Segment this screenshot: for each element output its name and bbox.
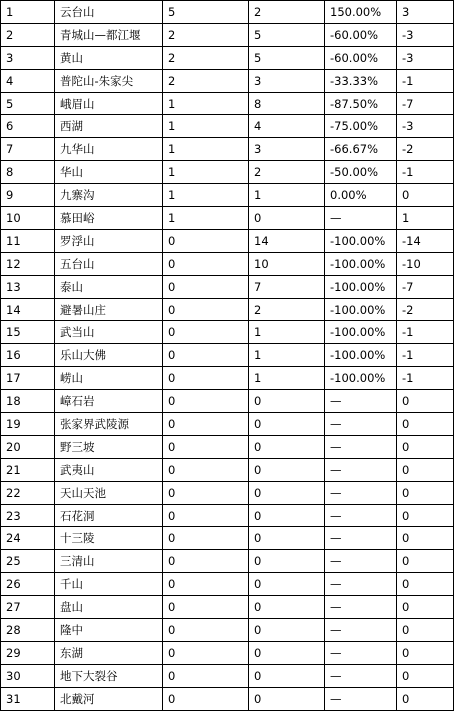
count-a-cell: 0 bbox=[163, 229, 249, 252]
rank-cell: 6 bbox=[1, 115, 55, 138]
change-percent-cell: -100.00% bbox=[325, 252, 397, 275]
count-b-cell: 0 bbox=[249, 390, 325, 413]
rank-cell: 28 bbox=[1, 619, 55, 642]
scenic-area-cell: 五台山 bbox=[55, 252, 163, 275]
table-row bbox=[1, 138, 454, 161]
difference-cell: 3 bbox=[397, 1, 454, 24]
difference-cell: 0 bbox=[397, 687, 454, 710]
count-a-cell: 2 bbox=[163, 46, 249, 69]
change-percent-cell: — bbox=[325, 619, 397, 642]
table-row bbox=[1, 619, 454, 642]
count-a-cell: 0 bbox=[163, 573, 249, 596]
rank-cell: 13 bbox=[1, 275, 55, 298]
change-percent-cell: — bbox=[325, 527, 397, 550]
rank-cell: 4 bbox=[1, 69, 55, 92]
rank-cell: 29 bbox=[1, 641, 55, 664]
difference-cell: 0 bbox=[397, 527, 454, 550]
difference-cell: -1 bbox=[397, 367, 454, 390]
rank-cell: 16 bbox=[1, 344, 55, 367]
rank-cell: 18 bbox=[1, 390, 55, 413]
change-percent-cell: — bbox=[325, 550, 397, 573]
rank-cell: 15 bbox=[1, 321, 55, 344]
count-b-cell: 3 bbox=[249, 69, 325, 92]
count-b-cell: 0 bbox=[249, 619, 325, 642]
scenic-area-cell: 武当山 bbox=[55, 321, 163, 344]
change-percent-cell: -100.00% bbox=[325, 275, 397, 298]
change-percent-cell: — bbox=[325, 413, 397, 436]
rank-cell: 27 bbox=[1, 596, 55, 619]
scenic-area-cell: 避暑山庄 bbox=[55, 298, 163, 321]
difference-cell: 0 bbox=[397, 596, 454, 619]
difference-cell: 0 bbox=[397, 550, 454, 573]
count-b-cell: 4 bbox=[249, 115, 325, 138]
difference-cell: -7 bbox=[397, 92, 454, 115]
difference-cell: -14 bbox=[397, 229, 454, 252]
difference-cell: -7 bbox=[397, 275, 454, 298]
difference-cell: -10 bbox=[397, 252, 454, 275]
count-b-cell: 0 bbox=[249, 527, 325, 550]
count-a-cell: 0 bbox=[163, 527, 249, 550]
change-percent-cell: 0.00% bbox=[325, 184, 397, 207]
difference-cell: -2 bbox=[397, 138, 454, 161]
change-percent-cell: — bbox=[325, 596, 397, 619]
count-b-cell: 2 bbox=[249, 298, 325, 321]
count-a-cell: 0 bbox=[163, 641, 249, 664]
difference-cell: -1 bbox=[397, 161, 454, 184]
table-row bbox=[1, 596, 454, 619]
count-b-cell: 3 bbox=[249, 138, 325, 161]
scenic-area-cell: 武夷山 bbox=[55, 458, 163, 481]
change-percent-cell: -60.00% bbox=[325, 23, 397, 46]
table-row bbox=[1, 115, 454, 138]
scenic-area-cell: 北戴河 bbox=[55, 687, 163, 710]
scenic-area-cell: 张家界武陵源 bbox=[55, 413, 163, 436]
change-percent-cell: 150.00% bbox=[325, 1, 397, 24]
scenic-area-cell: 野三坡 bbox=[55, 435, 163, 458]
change-percent-cell: -50.00% bbox=[325, 161, 397, 184]
scenic-area-cell: 地下大裂谷 bbox=[55, 664, 163, 687]
count-b-cell: 0 bbox=[249, 664, 325, 687]
count-a-cell: 1 bbox=[163, 138, 249, 161]
count-b-cell: 7 bbox=[249, 275, 325, 298]
count-a-cell: 0 bbox=[163, 687, 249, 710]
difference-cell: 0 bbox=[397, 390, 454, 413]
count-b-cell: 1 bbox=[249, 321, 325, 344]
change-percent-cell: — bbox=[325, 207, 397, 230]
scenic-area-cell: 盘山 bbox=[55, 596, 163, 619]
difference-cell: 0 bbox=[397, 664, 454, 687]
change-percent-cell: -60.00% bbox=[325, 46, 397, 69]
change-percent-cell: -100.00% bbox=[325, 298, 397, 321]
count-b-cell: 0 bbox=[249, 413, 325, 436]
count-a-cell: 0 bbox=[163, 458, 249, 481]
change-percent-cell: — bbox=[325, 504, 397, 527]
table-row bbox=[1, 23, 454, 46]
count-a-cell: 0 bbox=[163, 481, 249, 504]
count-b-cell: 1 bbox=[249, 184, 325, 207]
table-row bbox=[1, 435, 454, 458]
difference-cell: 0 bbox=[397, 435, 454, 458]
scenic-area-cell: 九华山 bbox=[55, 138, 163, 161]
count-a-cell: 0 bbox=[163, 504, 249, 527]
scenic-area-cell: 石花洞 bbox=[55, 504, 163, 527]
rank-cell: 2 bbox=[1, 23, 55, 46]
count-a-cell: 0 bbox=[163, 252, 249, 275]
table-row bbox=[1, 321, 454, 344]
scenic-area-cell: 青城山—都江堰 bbox=[55, 23, 163, 46]
scenic-area-cell: 千山 bbox=[55, 573, 163, 596]
scenic-area-cell: 云台山 bbox=[55, 1, 163, 24]
scenic-area-cell: 黄山 bbox=[55, 46, 163, 69]
count-b-cell: 0 bbox=[249, 207, 325, 230]
table-row bbox=[1, 207, 454, 230]
count-a-cell: 0 bbox=[163, 321, 249, 344]
rank-cell: 8 bbox=[1, 161, 55, 184]
table-row bbox=[1, 275, 454, 298]
rank-cell: 21 bbox=[1, 458, 55, 481]
scenic-area-cell: 十三陵 bbox=[55, 527, 163, 550]
rank-cell: 7 bbox=[1, 138, 55, 161]
scenic-area-cell: 三清山 bbox=[55, 550, 163, 573]
table-row bbox=[1, 367, 454, 390]
table-row bbox=[1, 92, 454, 115]
rank-cell: 31 bbox=[1, 687, 55, 710]
difference-cell: 0 bbox=[397, 504, 454, 527]
difference-cell: 0 bbox=[397, 458, 454, 481]
scenic-area-cell: 乐山大佛 bbox=[55, 344, 163, 367]
table-row bbox=[1, 413, 454, 436]
count-b-cell: 2 bbox=[249, 161, 325, 184]
difference-cell: -3 bbox=[397, 23, 454, 46]
count-b-cell: 0 bbox=[249, 435, 325, 458]
change-percent-cell: -75.00% bbox=[325, 115, 397, 138]
count-b-cell: 2 bbox=[249, 1, 325, 24]
table-row bbox=[1, 390, 454, 413]
change-percent-cell: -33.33% bbox=[325, 69, 397, 92]
count-a-cell: 0 bbox=[163, 550, 249, 573]
rank-cell: 1 bbox=[1, 1, 55, 24]
rank-cell: 17 bbox=[1, 367, 55, 390]
change-percent-cell: — bbox=[325, 458, 397, 481]
table-row bbox=[1, 550, 454, 573]
rank-cell: 14 bbox=[1, 298, 55, 321]
count-a-cell: 0 bbox=[163, 344, 249, 367]
scenic-area-cell: 峨眉山 bbox=[55, 92, 163, 115]
rank-cell: 24 bbox=[1, 527, 55, 550]
rank-cell: 19 bbox=[1, 413, 55, 436]
difference-cell: -2 bbox=[397, 298, 454, 321]
table-row bbox=[1, 344, 454, 367]
scenic-area-cell: 西湖 bbox=[55, 115, 163, 138]
count-b-cell: 0 bbox=[249, 481, 325, 504]
count-a-cell: 2 bbox=[163, 23, 249, 46]
rank-cell: 26 bbox=[1, 573, 55, 596]
count-b-cell: 0 bbox=[249, 504, 325, 527]
table-row bbox=[1, 458, 454, 481]
count-b-cell: 5 bbox=[249, 23, 325, 46]
scenic-area-cell: 九寨沟 bbox=[55, 184, 163, 207]
count-b-cell: 5 bbox=[249, 46, 325, 69]
count-a-cell: 0 bbox=[163, 367, 249, 390]
count-a-cell: 0 bbox=[163, 664, 249, 687]
count-b-cell: 8 bbox=[249, 92, 325, 115]
count-b-cell: 0 bbox=[249, 641, 325, 664]
table-row bbox=[1, 69, 454, 92]
rank-cell: 3 bbox=[1, 46, 55, 69]
rank-cell: 25 bbox=[1, 550, 55, 573]
scenic-area-cell: 东湖 bbox=[55, 641, 163, 664]
table-row bbox=[1, 481, 454, 504]
count-a-cell: 0 bbox=[163, 619, 249, 642]
change-percent-cell: — bbox=[325, 573, 397, 596]
difference-cell: -3 bbox=[397, 115, 454, 138]
count-b-cell: 0 bbox=[249, 458, 325, 481]
rank-cell: 11 bbox=[1, 229, 55, 252]
count-b-cell: 1 bbox=[249, 367, 325, 390]
change-percent-cell: -66.67% bbox=[325, 138, 397, 161]
scenic-area-cell: 嶂石岩 bbox=[55, 390, 163, 413]
table-row bbox=[1, 184, 454, 207]
rank-cell: 10 bbox=[1, 207, 55, 230]
table-body bbox=[1, 1, 454, 711]
count-a-cell: 1 bbox=[163, 115, 249, 138]
scenic-area-cell: 普陀山-朱家尖 bbox=[55, 69, 163, 92]
change-percent-cell: — bbox=[325, 641, 397, 664]
rank-cell: 12 bbox=[1, 252, 55, 275]
count-b-cell: 1 bbox=[249, 344, 325, 367]
rank-cell: 22 bbox=[1, 481, 55, 504]
count-b-cell: 14 bbox=[249, 229, 325, 252]
rank-cell: 9 bbox=[1, 184, 55, 207]
difference-cell: -1 bbox=[397, 321, 454, 344]
table-row bbox=[1, 573, 454, 596]
difference-cell: -1 bbox=[397, 344, 454, 367]
count-a-cell: 0 bbox=[163, 390, 249, 413]
table-row bbox=[1, 229, 454, 252]
rank-cell: 5 bbox=[1, 92, 55, 115]
count-a-cell: 1 bbox=[163, 92, 249, 115]
change-percent-cell: -100.00% bbox=[325, 367, 397, 390]
count-b-cell: 0 bbox=[249, 550, 325, 573]
scenic-area-cell: 慕田峪 bbox=[55, 207, 163, 230]
table-row bbox=[1, 252, 454, 275]
count-b-cell: 0 bbox=[249, 573, 325, 596]
difference-cell: 0 bbox=[397, 481, 454, 504]
count-a-cell: 1 bbox=[163, 184, 249, 207]
scenic-area-cell: 泰山 bbox=[55, 275, 163, 298]
change-percent-cell: -100.00% bbox=[325, 229, 397, 252]
count-b-cell: 0 bbox=[249, 596, 325, 619]
count-a-cell: 0 bbox=[163, 413, 249, 436]
count-a-cell: 1 bbox=[163, 161, 249, 184]
scenic-area-cell: 罗浮山 bbox=[55, 229, 163, 252]
scenic-area-cell: 崂山 bbox=[55, 367, 163, 390]
rank-cell: 30 bbox=[1, 664, 55, 687]
difference-cell: 0 bbox=[397, 413, 454, 436]
scenic-area-cell: 天山天池 bbox=[55, 481, 163, 504]
change-percent-cell: — bbox=[325, 435, 397, 458]
change-percent-cell: — bbox=[325, 390, 397, 413]
count-a-cell: 0 bbox=[163, 298, 249, 321]
rank-cell: 23 bbox=[1, 504, 55, 527]
difference-cell: 1 bbox=[397, 207, 454, 230]
difference-cell: 0 bbox=[397, 184, 454, 207]
change-percent-cell: -100.00% bbox=[325, 344, 397, 367]
table-row bbox=[1, 1, 454, 24]
scenic-area-cell: 隆中 bbox=[55, 619, 163, 642]
table-row bbox=[1, 161, 454, 184]
count-b-cell: 0 bbox=[249, 687, 325, 710]
change-percent-cell: -100.00% bbox=[325, 321, 397, 344]
count-a-cell: 0 bbox=[163, 435, 249, 458]
change-percent-cell: — bbox=[325, 664, 397, 687]
count-a-cell: 0 bbox=[163, 596, 249, 619]
change-percent-cell: — bbox=[325, 481, 397, 504]
count-a-cell: 1 bbox=[163, 207, 249, 230]
count-a-cell: 5 bbox=[163, 1, 249, 24]
count-b-cell: 10 bbox=[249, 252, 325, 275]
table-row bbox=[1, 527, 454, 550]
table-row bbox=[1, 687, 454, 710]
table-row bbox=[1, 641, 454, 664]
table-row bbox=[1, 46, 454, 69]
table-row bbox=[1, 664, 454, 687]
difference-cell: -3 bbox=[397, 46, 454, 69]
scenic-area-cell: 华山 bbox=[55, 161, 163, 184]
difference-cell: 0 bbox=[397, 619, 454, 642]
change-percent-cell: -87.50% bbox=[325, 92, 397, 115]
difference-cell: 0 bbox=[397, 641, 454, 664]
count-a-cell: 2 bbox=[163, 69, 249, 92]
table-row bbox=[1, 298, 454, 321]
change-percent-cell: — bbox=[325, 687, 397, 710]
rank-cell: 20 bbox=[1, 435, 55, 458]
count-a-cell: 0 bbox=[163, 275, 249, 298]
table-row bbox=[1, 504, 454, 527]
difference-cell: 0 bbox=[397, 573, 454, 596]
difference-cell: -1 bbox=[397, 69, 454, 92]
